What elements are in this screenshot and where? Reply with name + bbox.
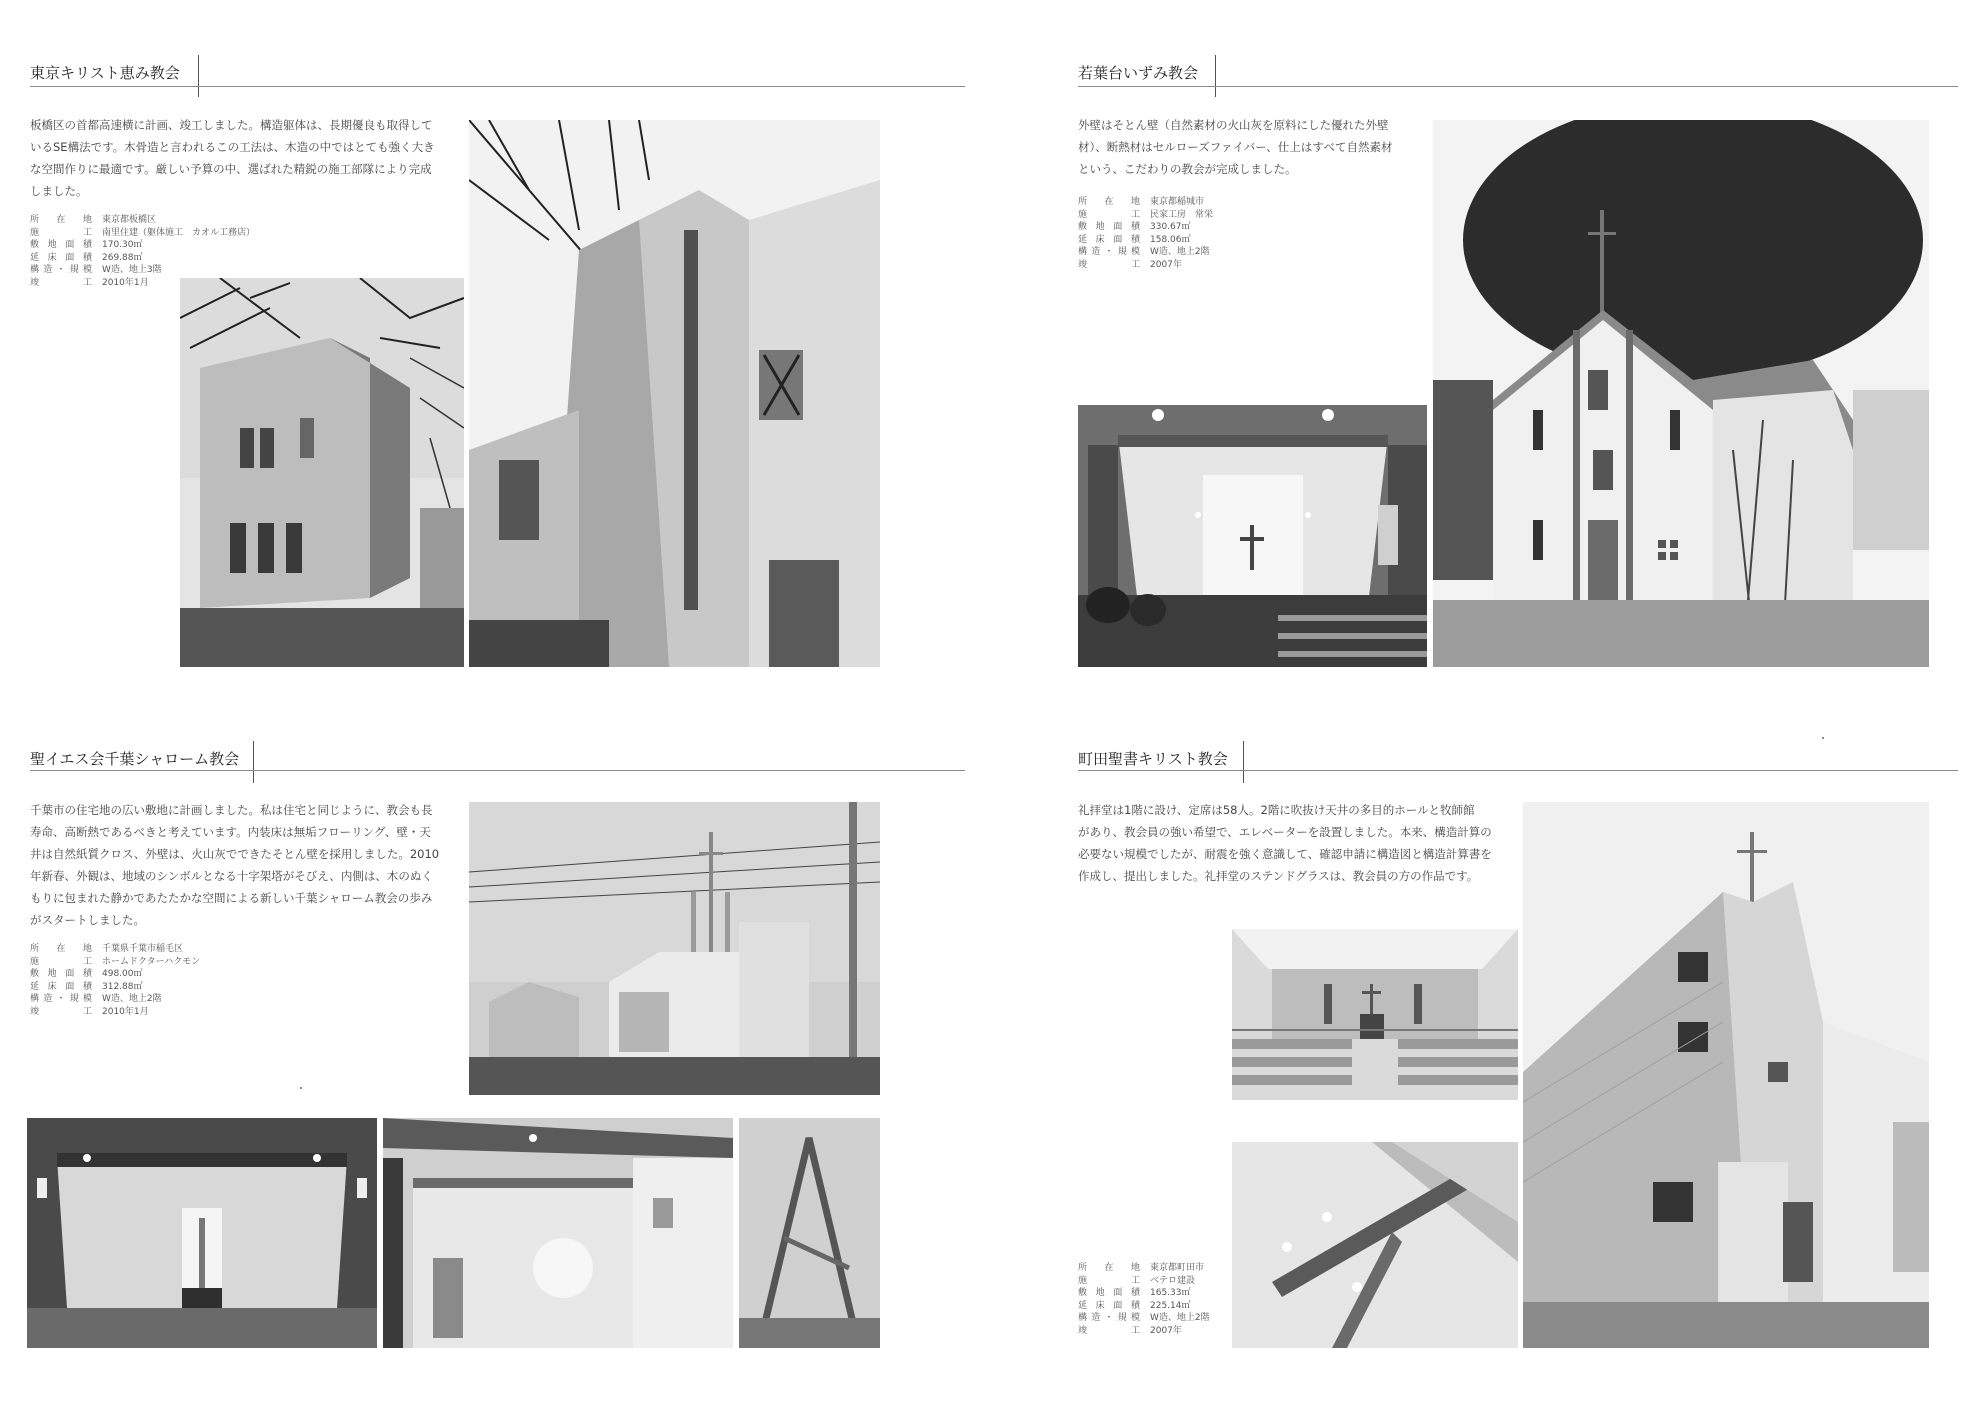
photo-exterior-front <box>1433 120 1929 667</box>
section-rule <box>30 86 965 87</box>
photo-exterior-gable <box>1523 802 1929 1348</box>
photo-exterior-tower <box>469 120 880 667</box>
spec-table: 所 在 地 東京都町田市 施 工 ベテロ建設 敷 地 面 積 165.33㎡ 延 床 面 積 225.14㎡ 構造・規模 W造、地上2階 竣 工 2007年 <box>1078 1263 1210 1336</box>
photo-interior-chapel <box>1078 405 1427 667</box>
photo-tower-detail <box>739 1118 880 1348</box>
section-description: 千葉市の住宅地の広い敷地に計画しました。私は住宅と同じように、教会も長 寿命、高断熱であるべきと考えています。内装床は無垢フローリング、壁・天 井は自然紙質クロス、外壁は、火山灰でできたそとん壁を採用しました。2010 年新春、外観は、地域のシンボルとなる十字架塔がそびえ、内側は、木のぬく もりに包まれた静かであたたかな空間による新しい千葉シャローム教会の歩み がスタートしました。 <box>30 803 440 927</box>
section-title: 町田聖書キリスト教会 <box>1078 750 1228 768</box>
photo-interior-altar <box>27 1118 377 1348</box>
photo-exterior-cross-tower <box>469 802 880 1095</box>
spec-table: 所 在 地 東京都稲城市 施 工 民家工房 常栄 敷 地 面 積 330.67㎡ 延 床 面 積 158.06㎡ 構造・規模 W造、地上2階 竣 工 2007年 <box>1078 197 1214 270</box>
photo-interior-sanctuary <box>1232 929 1518 1100</box>
section-rule <box>1078 770 1958 771</box>
photo-exterior-side <box>180 278 464 667</box>
photo-interior-beams <box>383 1118 733 1348</box>
section-rule <box>30 770 965 771</box>
section-title: 若葉台いずみ教会 <box>1078 64 1199 82</box>
section-description: 礼拝堂は1階に設け、定席は58人。2階に吹抜け天井の多目的ホールと牧師館 があり、教会員の強い希望で、エレベーターを設置しました。本来、構造計算の 必要ない規模でしたが、耐震を強く意識して、確認申請に構造図と構造計算書を 作成し、提出しました。礼拝堂のステンドグラスは、教会員の方の作品です。 <box>1078 803 1492 883</box>
section-rule <box>1078 86 1958 87</box>
section-description: 外壁はそとん壁（自然素材の火山灰を原料にした優れた外壁 材）、断熱材はセルローズファイバー、仕上はすべて自然素材 という、こだわりの教会が完成しました。 <box>1078 118 1393 176</box>
spec-table: 所 在 地 東京都板橋区 施 工 南里住建（躯体施工 カオル工務店） 敷 地 面 積 170.30㎡ 延 床 面 積 269.88㎡ 構造・規模 W造、地上3階 竣 工 2010年1月 <box>30 215 256 288</box>
section-title: 聖イエス会千葉シャローム教会 <box>30 750 240 768</box>
photo-hall-ceiling <box>1232 1142 1518 1348</box>
section-description: 板橋区の首都高速横に計画、竣工しました。構造躯体は、長期優良も取得して いるSE構法です。木骨造と言われるこの工法は、木造の中ではとても強く大き な空間作りに最適です。厳しい予算の中、選ばれた精鋭の施工部隊により完成 しました。 <box>30 118 435 198</box>
spec-table: 所 在 地 千葉県千葉市稲毛区 施 工 ホームドクターハクモン 敷 地 面 積 498.00㎡ 延 床 面 積 312.88㎡ 構造・規模 W造、地上2階 竣 工 2010年1月 <box>30 944 201 1017</box>
section-title: 東京キリスト恵み教会 <box>30 64 180 82</box>
